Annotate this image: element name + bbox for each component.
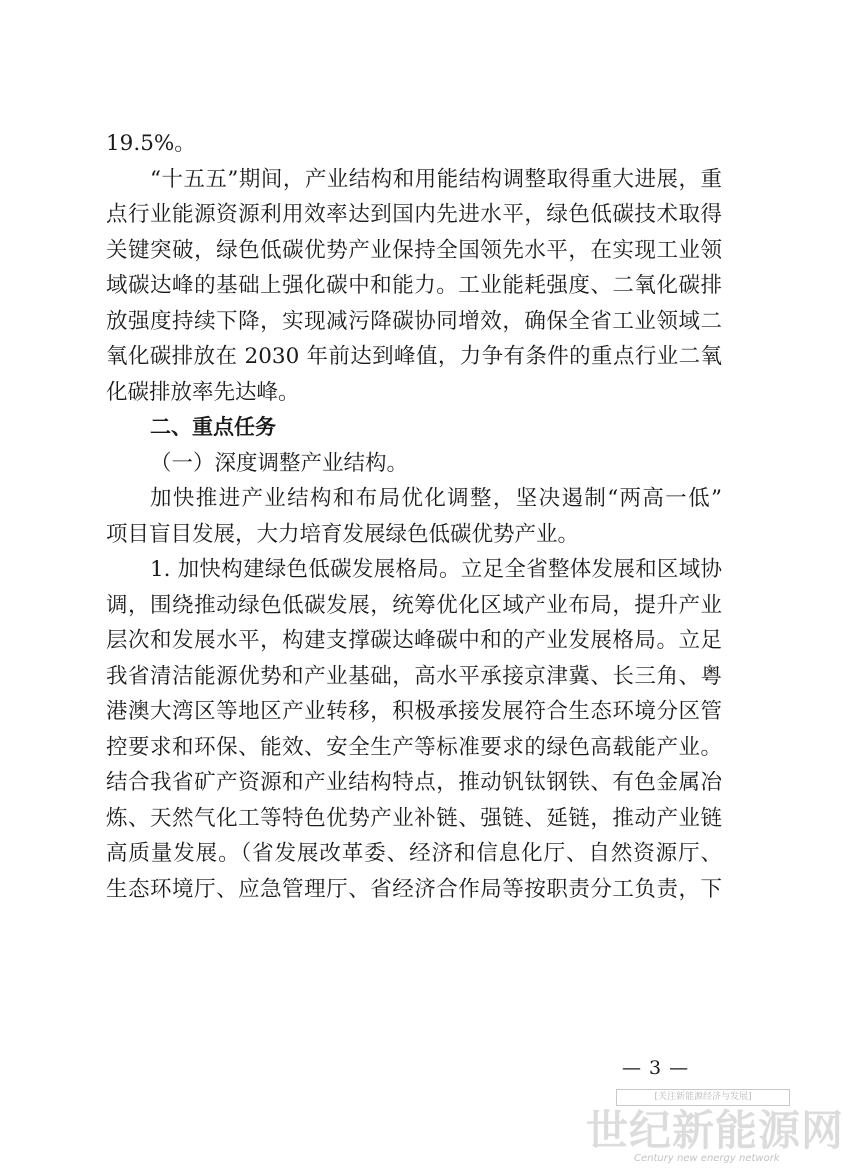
watermark-logo: 世纪新能源网 [586,1106,844,1155]
text-line: 港澳大湾区等地区产业转移，积极承接发展符合生态环境分区管 [106,699,722,724]
text-line: 加快推进产业结构和布局优化调整，坚决遏制“两高一低” [150,486,722,511]
text-line: “十五五”期间，产业结构和用能结构调整取得重大进展，重 [150,166,722,192]
text-line: 域碳达峰的基础上强化碳中和能力。工业能耗强度、二氧化碳排 [106,273,722,298]
watermark-caption: [关注新能源经济与发展] [616,1089,790,1106]
text-line: 我省清洁能源优势和产业基础，高水平承接京津冀、长三角、粤 [106,663,722,689]
body-text [106,126,722,907]
text-line: 1. 加快构建绿色低碳发展格局。立足全省整体发展和区域协 [150,557,722,582]
text-line: 放强度持续下降，实现减污降碳协同增效，确保全省工业领域二 [106,308,722,334]
text-line: 关键突破，绿色低碳优势产业保持全国领先水平，在实现工业领 [106,237,722,263]
text-line: 层次和发展水平，构建支撑碳达峰碳中和的产业发展格局。立足 [106,628,722,653]
text-line: 调，围绕推动绿色低碳发展，统筹优化区域产业布局，提升产业 [106,592,722,618]
subsection-heading: （一）深度调整产业结构。 [150,450,409,476]
text-line: 控要求和环保、能效、安全生产等标准要求的绿色高载能产业。 [106,734,722,760]
page-number: — 3 — [622,1057,690,1079]
section-heading: 二、重点任务 [150,415,276,439]
watermark-subtitle: Century new energy network [634,1153,780,1164]
text-line: 项目盲目发展，大力培育发展绿色低碳优势产业。 [106,521,580,547]
text-line: 化碳排放率先达峰。 [106,379,300,405]
text-line: 生态环境厅、应急管理厅、省经济合作局等按职责分工负责，下 [106,876,722,902]
text-line: 点行业能源资源利用效率达到国内先进水平，绿色低碳技术取得 [106,202,722,227]
text-line: 结合我省矿产资源和产业结构特点，推动钒钛钢铁、有色金属冶 [106,770,722,795]
text-line: 炼、天然气化工等特色优势产业补链、强链、延链，推动产业链 [106,805,722,831]
text-line: 19.5%。 [106,131,196,156]
text-line: 高质量发展。（省发展改革委、经济和信息化厅、自然资源厅、 [106,841,722,866]
text-line: 氧化碳排放在 2030 年前达到峰值，力争有条件的重点行业二氧 [106,344,722,369]
